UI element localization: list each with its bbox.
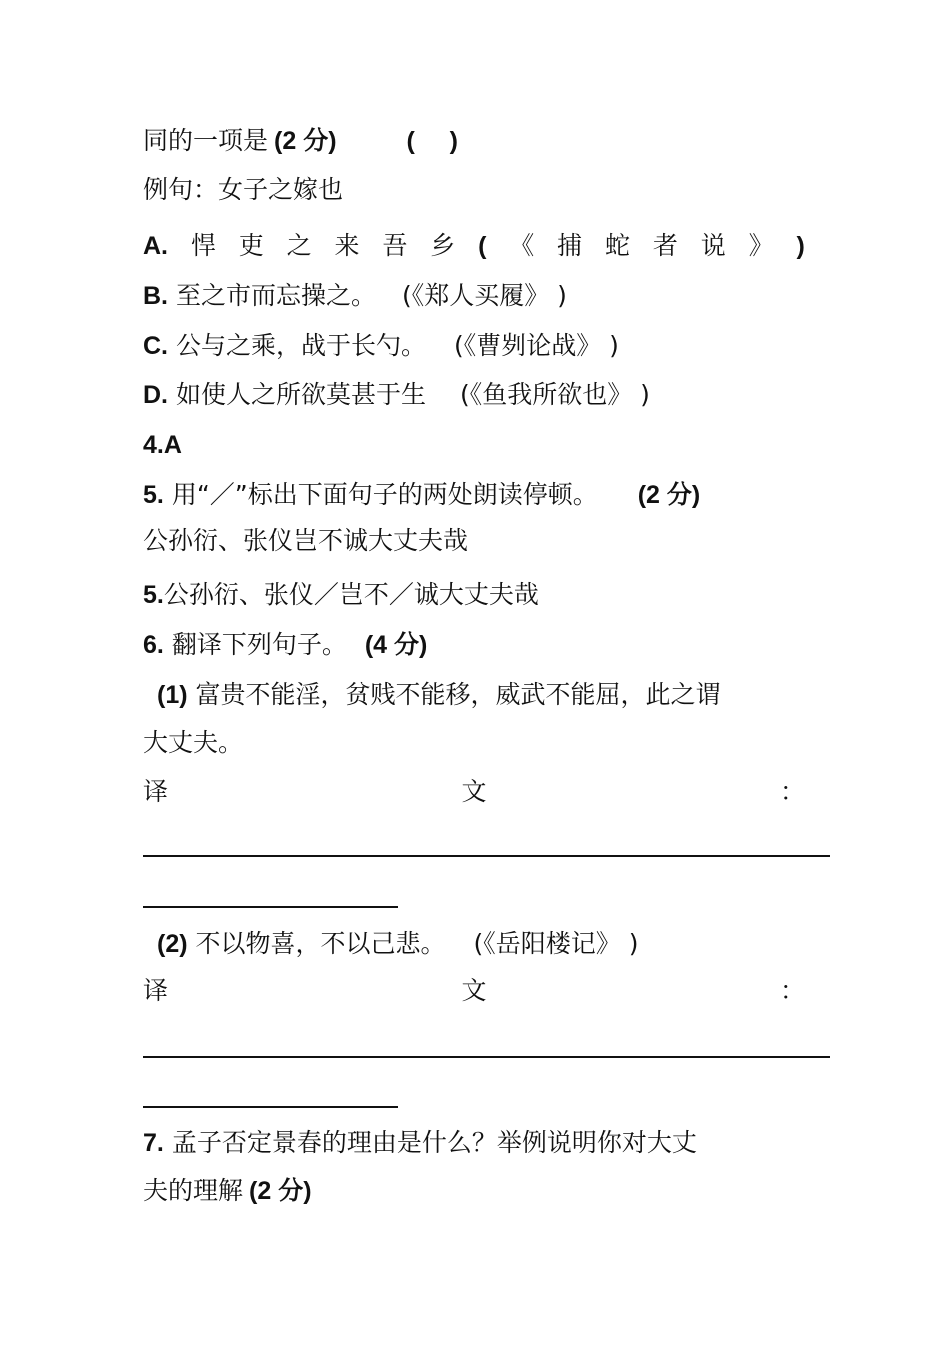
translation-char: 文	[461, 976, 487, 1005]
option-char: 乡	[430, 231, 456, 260]
option-letter: A.	[143, 232, 168, 260]
q3-answer-paren: ( )	[406, 127, 458, 155]
q3-option-a	[143, 229, 805, 263]
q6-item-label: (1)	[157, 681, 188, 709]
q3-stem-score: (2 分)	[274, 127, 337, 155]
q6-item-text: 不以物喜，不以己悲。	[195, 929, 446, 958]
q3-option-d	[143, 378, 650, 412]
q6-question	[143, 628, 427, 662]
option-source: (《曹刿论战》 )	[453, 331, 619, 360]
q5-score: (2 分)	[637, 481, 701, 509]
q5-question	[143, 478, 700, 512]
q5-answer-text: 公孙衍、张仪／岂不／诚大丈夫哉	[163, 580, 539, 609]
q3-stem-text: 同的一项是	[143, 126, 269, 155]
option-char: 之	[286, 231, 312, 260]
q5-text: 用“／”标出下面句子的两处朗读停顿。	[171, 480, 598, 509]
option-source: (《郑人买履》 )	[401, 281, 567, 310]
q5-number: 5.	[143, 481, 164, 509]
option-letter: D.	[143, 381, 168, 409]
q3-example: 例句：女子之嫁也	[143, 175, 344, 204]
q6-score: (4 分)	[364, 631, 428, 659]
q6-item-2	[157, 927, 639, 961]
answer-line-short[interactable]	[143, 906, 398, 908]
source-char: (	[478, 232, 487, 260]
source-char: 捕	[557, 231, 583, 260]
translation-char: ：	[779, 777, 805, 806]
q3-option-c	[143, 329, 619, 363]
q5-answer	[143, 578, 539, 612]
q7-text-cont: 夫的理解	[143, 1176, 244, 1205]
q7-number: 7.	[143, 1129, 164, 1157]
q7-score: (2 分)	[249, 1177, 312, 1205]
translation-char: 译	[143, 777, 169, 806]
source-char: )	[796, 232, 805, 260]
q7-question	[143, 1126, 697, 1160]
option-char: 吏	[238, 231, 264, 260]
q3-option-b	[143, 279, 567, 313]
answer-line-short[interactable]	[143, 1106, 398, 1108]
option-text: 公与之乘，战于长勺。	[175, 331, 426, 360]
q6-item-1	[157, 678, 721, 712]
option-letter: B.	[143, 282, 168, 310]
q6-item-1-cont: 大丈夫。	[143, 728, 244, 757]
source-char: 说	[700, 231, 726, 260]
translation-char: 译	[143, 976, 169, 1005]
option-text: 如使人之所欲莫甚于生	[175, 380, 426, 409]
q6-item-label: (2)	[157, 930, 188, 958]
translation-label-1	[143, 775, 805, 809]
q6-item-text: 富贵不能淫，贫贱不能移，威武不能屈，此之谓	[195, 680, 721, 709]
q3-stem	[143, 124, 458, 158]
option-text: 至之市而忘操之。	[175, 281, 376, 310]
source-char: 蛇	[605, 231, 631, 260]
option-source: (《鱼我所欲也》 )	[459, 380, 650, 409]
source-char: 者	[652, 231, 678, 260]
q5-sentence: 公孙衍、张仪岂不诚大丈夫哉	[143, 526, 469, 555]
translation-char: 文	[461, 777, 487, 806]
q6-number: 6.	[143, 631, 164, 659]
q3-answer: 4.A	[143, 431, 182, 459]
option-letter: C.	[143, 332, 168, 360]
answer-line[interactable]	[143, 1056, 830, 1058]
option-char: 吾	[382, 231, 408, 260]
q5-answer-number: 5.	[143, 581, 164, 609]
source-char: 《	[509, 231, 535, 260]
source-char: 》	[748, 231, 774, 260]
answer-line[interactable]	[143, 855, 830, 857]
q7-question-cont	[143, 1174, 312, 1208]
option-char: 悍	[190, 231, 216, 260]
q6-text: 翻译下列句子。	[171, 630, 347, 659]
translation-label-2	[143, 974, 805, 1008]
option-char: 来	[334, 231, 360, 260]
translation-char: ：	[779, 976, 805, 1005]
q7-text: 孟子否定景春的理由是什么？举例说明你对大丈	[171, 1128, 697, 1157]
q6-item-source: (《岳阳楼记》 )	[473, 929, 639, 958]
